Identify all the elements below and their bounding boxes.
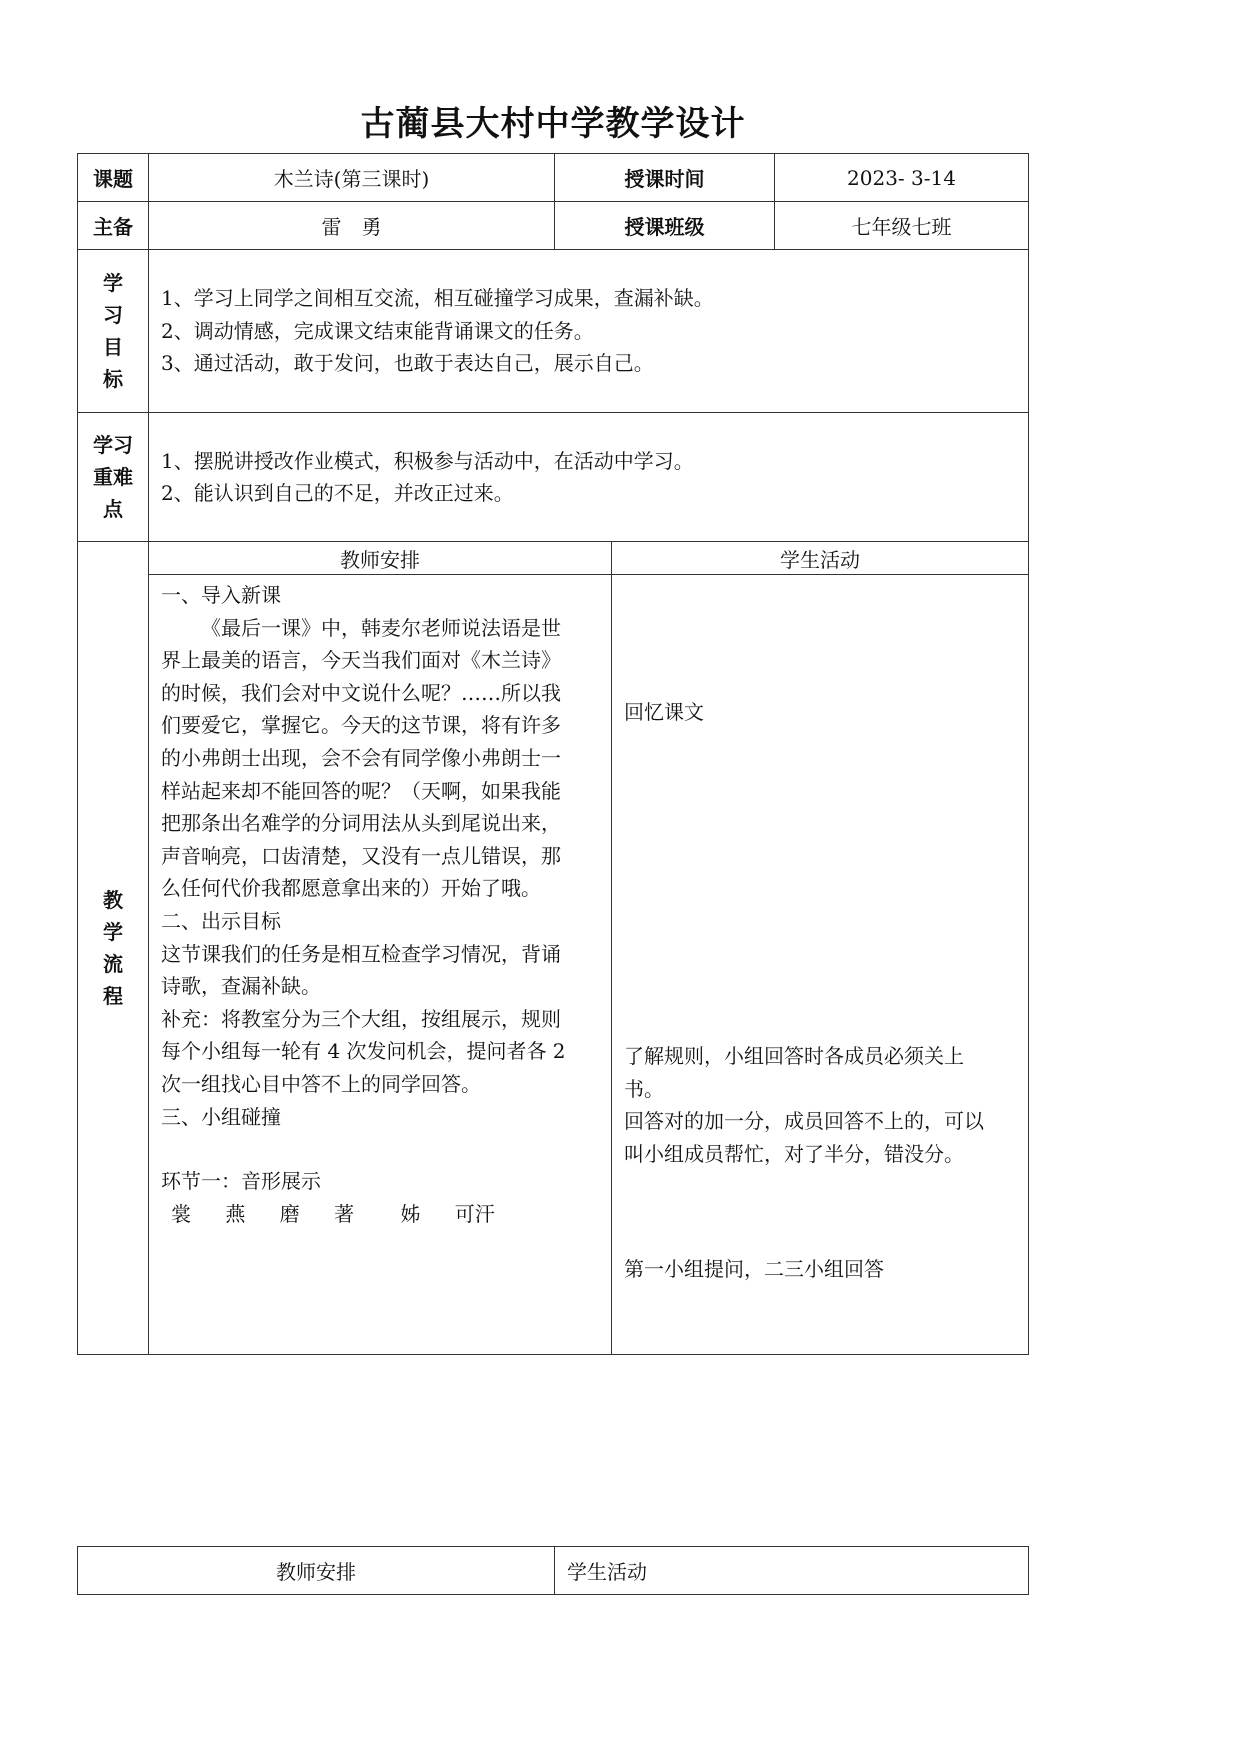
char-item: 燕	[225, 1201, 246, 1226]
page-title: 古蔺县大村中学教学设计	[360, 104, 746, 144]
char-list	[161, 1198, 601, 1231]
goals-label: 学 习 目 标	[78, 250, 149, 413]
char-item: 磨	[279, 1201, 300, 1226]
char-item: 裳	[171, 1201, 191, 1226]
char-item: 可汗	[454, 1201, 495, 1226]
time-label: 授课时间	[555, 154, 775, 202]
lead-label: 主备	[78, 202, 149, 250]
goals-content	[149, 250, 1029, 413]
teacher-header-2: 教师安排	[78, 1547, 555, 1595]
student-column	[612, 575, 1029, 1355]
text-line: 叫小组成员帮忙，对了半分，错没分。	[624, 1141, 964, 1166]
section-title: 二、出示目标	[161, 908, 281, 933]
student-header: 学生活动	[612, 542, 1029, 575]
student-activity: 第一小组提问，二三小组回答	[624, 1257, 884, 1281]
text-line: 的时候，我们会对中文说什么呢？……所以我	[161, 680, 561, 705]
text-line: 补充：将教室分为三个大组，按组展示，规则	[161, 1006, 561, 1031]
text-line: 样站起来却不能回答的呢？（天啊，如果我能	[161, 778, 561, 803]
segment-title: 环节一：音形展示	[161, 1169, 321, 1194]
teacher-header: 教师安排	[149, 542, 612, 575]
text-line: 回答对的加一分，成员回答不上的，可以	[624, 1109, 984, 1134]
flow-label: 教 学 流 程	[78, 542, 149, 1355]
text-line: 书。	[624, 1076, 664, 1101]
lesson-plan-table	[77, 153, 1029, 1355]
char-item: 姊	[400, 1201, 421, 1226]
goal-item: 1、学习上同学之间相互交流，相互碰撞学习成果，查漏补缺。	[161, 286, 714, 311]
time-value: 2023- 3-14	[775, 154, 1029, 202]
text-line: 《最后一课》中，韩麦尔老师说法语是世	[201, 615, 561, 640]
text-line: 诗歌，查漏补缺。	[161, 974, 321, 999]
keypoints-content	[149, 413, 1029, 542]
topic-label: 课题	[78, 154, 149, 202]
section-title: 三、小组碰撞	[161, 1104, 281, 1129]
text-line: 界上最美的语言，今天当我们面对《木兰诗》	[161, 648, 561, 673]
continuation-table	[77, 1546, 1029, 1595]
student-header-2: 学生活动	[555, 1547, 1029, 1595]
class-label: 授课班级	[555, 202, 775, 250]
text-line: 次一组找心目中答不上的同学回答。	[161, 1071, 481, 1096]
class-value: 七年级七班	[775, 202, 1029, 250]
char-item: 著	[334, 1201, 355, 1226]
teacher-column	[149, 575, 612, 1355]
keypoints-label: 学习 重难 点	[78, 413, 149, 542]
section-title: 一、导入新课	[161, 583, 281, 607]
student-activity-block	[624, 1040, 1020, 1170]
lead-value: 雷 勇	[149, 202, 555, 250]
student-activity: 回忆课文	[624, 700, 704, 724]
text-line: 们要爱它，掌握它。今天的这节课，将有许多	[161, 713, 561, 738]
goal-item: 2、调动情感，完成课文结束能背诵课文的任务。	[161, 318, 594, 343]
keypoint-item: 2、能认识到自己的不足，并改正过来。	[161, 481, 514, 505]
keypoint-item: 1、摆脱讲授改作业模式，积极参与活动中，在活动中学习。	[161, 448, 694, 473]
text-line: 把那条出名难学的分词用法从头到尾说出来，	[161, 811, 561, 836]
text-line: 了解规则，小组回答时各成员必须关上	[624, 1044, 964, 1068]
goal-item: 3、通过活动，敢于发问，也敢于表达自己，展示自己。	[161, 351, 654, 376]
text-line: 这节课我们的任务是相互检查学习情况，背诵	[161, 941, 561, 966]
topic-value: 木兰诗(第三课时)	[149, 154, 555, 202]
text-line: 每个小组每一轮有 4 次发问机会，提问者各 2	[161, 1039, 566, 1064]
text-line: 么任何代价我都愿意拿出来的）开始了哦。	[161, 876, 541, 901]
text-line: 声音响亮，口齿清楚，又没有一点儿错误，那	[161, 843, 561, 868]
text-line: 的小弗朗士出现，会不会有同学像小弗朗士一	[161, 745, 561, 770]
